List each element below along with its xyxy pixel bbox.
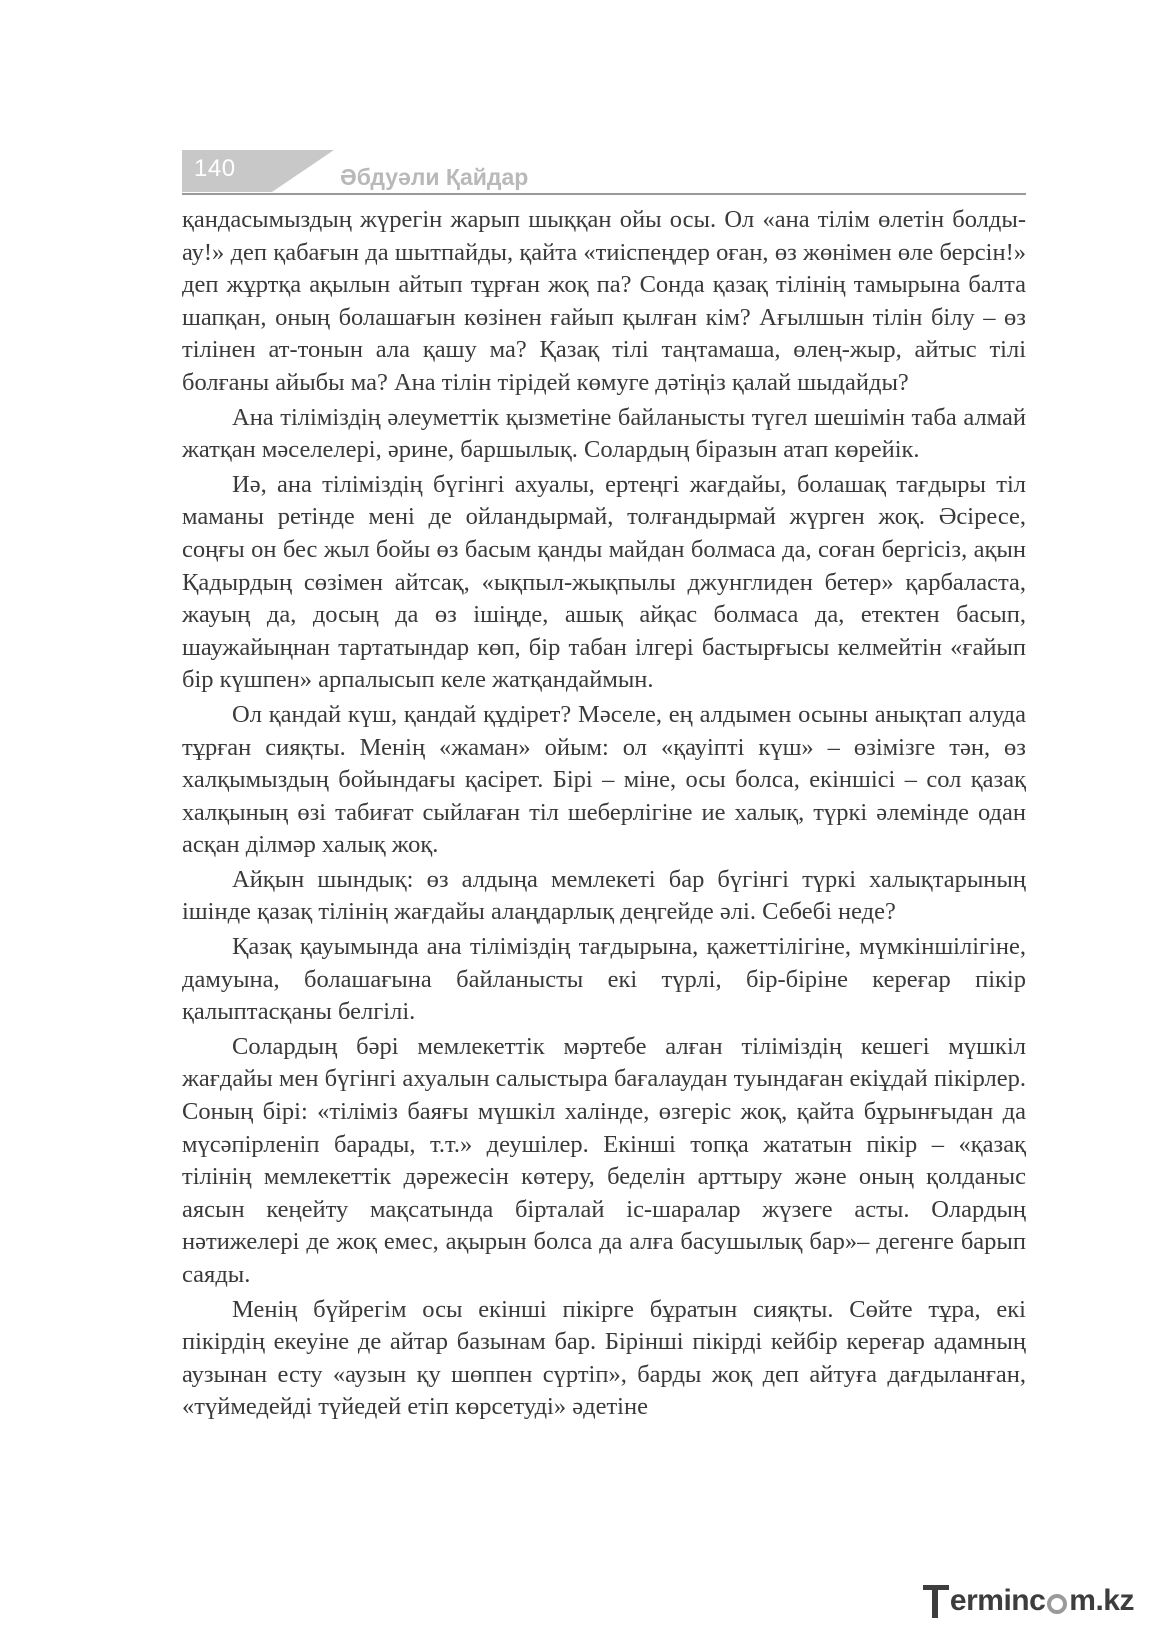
paragraph-5: Айқын шындық: өз алдыңа мемлекеті бар бүгінгі түркі халықтарының ішінде қазақ тілінің жағдайы алаңдарлық деңгейде әлі. Себебі неде? <box>182 865 1026 926</box>
site-watermark <box>923 1577 1134 1625</box>
page-header <box>182 150 1026 196</box>
watermark-o-ring-icon <box>1047 1594 1067 1614</box>
paragraph-6: Қазақ қауымында ана тіліміздің тағдырына, қажеттілігіне, мүмкіншілігіне, дамуына, болашағына байланысты екі түрлі, бір-біріне кереғар пікір қалыптасқаны белгілі. <box>182 933 1026 1026</box>
paragraph-2: Ана тіліміздің әлеуметтік қызметіне байланысты түгел шешімін таба алмай жатқан мәселелері, әрине, баршылық. Солардың біразын атап көрейік. <box>182 403 1026 464</box>
paragraph-4: Ол қандай күш, қандай құдірет? Мәселе, ең алдымен осыны анықтап алуда тұрған сияқты. Менің «жаман» ойым: ол «қауіпті күш» – өзімізге тән, өз халқымыздың бойындағы қасірет. Бірі – міне, осы болса, екіншісі – сол қазақ халқының өзі табиғат сыйлаған тіл шеберлігіне ие халық, түркі әлемінде одан асқан ділмәр халық жоқ. <box>182 700 1026 859</box>
body-text <box>182 204 1026 1424</box>
watermark-text-2: c <box>1029 1584 1046 1617</box>
page-number-tab-slant <box>272 150 334 192</box>
watermark-t-logo-icon <box>923 1581 949 1621</box>
paragraph-8: Менің бүйрегім осы екінші пікірге бұратын сияқты. Сөйте тұра, екі пікірдің екеуіне де айтар базынам бар. Бірінші пікірді кейбір кереғар адамның аузынан есту «аузын қу шөппен сүртіп», барды жоқ деп айтуға дағдыланған, «түймедейді түйедей етіп көрсетуді» әдетіне <box>182 1295 1026 1421</box>
page-number: 140 <box>194 155 236 182</box>
paragraph-1: қандасымыздың жүрегін жарып шыққан ойы осы. Ол «ана тілім өлетін болды-ау!» деп қабағын да шытпайды, қайта «тиіспеңдер оған, өз жөнімен өле берсін!» деп жұртқа ақылын айтып тұрған жоқ па? Сонда қазақ тілінің тамырына балта шапқан, оның болашағын көзінен ғайып қылған кім? Ағылшын тілін білу – өз тілінен ат-тонын ала қашу ма? Қазақ тілі таңтамаша, өлең-жыр, айтыс тілі болғаны айыбы ма? Ана тілін тірідей көмуге дәтіңіз қалай шыдайды? <box>182 206 1026 396</box>
paragraph-7: Солардың бәрі мемлекеттік мәртебе алған тіліміздің кешегі мүшкіл жағдайы мен бүгінгі ахуалын салыстыра бағалаудан туындаған екіұдай пікірлер. Соның бірі: «тіліміз баяғы мүшкіл халінде, өзгеріс жоқ, қайта бұрынғыдан да мүсәпірленіп барады, т.т.» деушілер. Екінші топқа жататын пікір – «қазақ тілінің мемлекеттік дәрежесін көтеру, беделін арттыру және оның қолданыс аясын кеңейту мақсатында бірталай іс-шаралар жүзеге асты. Олардың нәтижелері де жоқ емес, ақырын болса да алға басушылық бар»– дегенге барып саяды. <box>182 1032 1026 1288</box>
watermark-text-3: m.kz <box>1069 1584 1134 1617</box>
paragraph-3: Иә, ана тіліміздің бүгінгі ахуалы, ертеңгі жағдайы, болашақ тағдыры тіл маманы ретінде мені де ойландырмай, толғандырмай жүрген жоқ. Әсіресе, соңғы он бес жыл бойы өз басым қанды майдан болмаса да, соған бергісіз, ақын Қадырдың сөзімен айтсақ, «ықпыл-жықпылы джунглиден бетер» қарбаласта, жауың да, досың да өз ішіңде, ашық айқас болмаса да, етектен басып, шаужайыңнан тартатындар көп, бір табан ілгері бастырғысы келмейтін «ғайып бір күшпен» арпалысып келе жатқандаймын. <box>182 470 1026 694</box>
watermark-text-1: ermin <box>949 1584 1030 1617</box>
header-rule <box>182 193 1026 195</box>
running-title: Әбдуәли Қайдар <box>340 164 529 190</box>
